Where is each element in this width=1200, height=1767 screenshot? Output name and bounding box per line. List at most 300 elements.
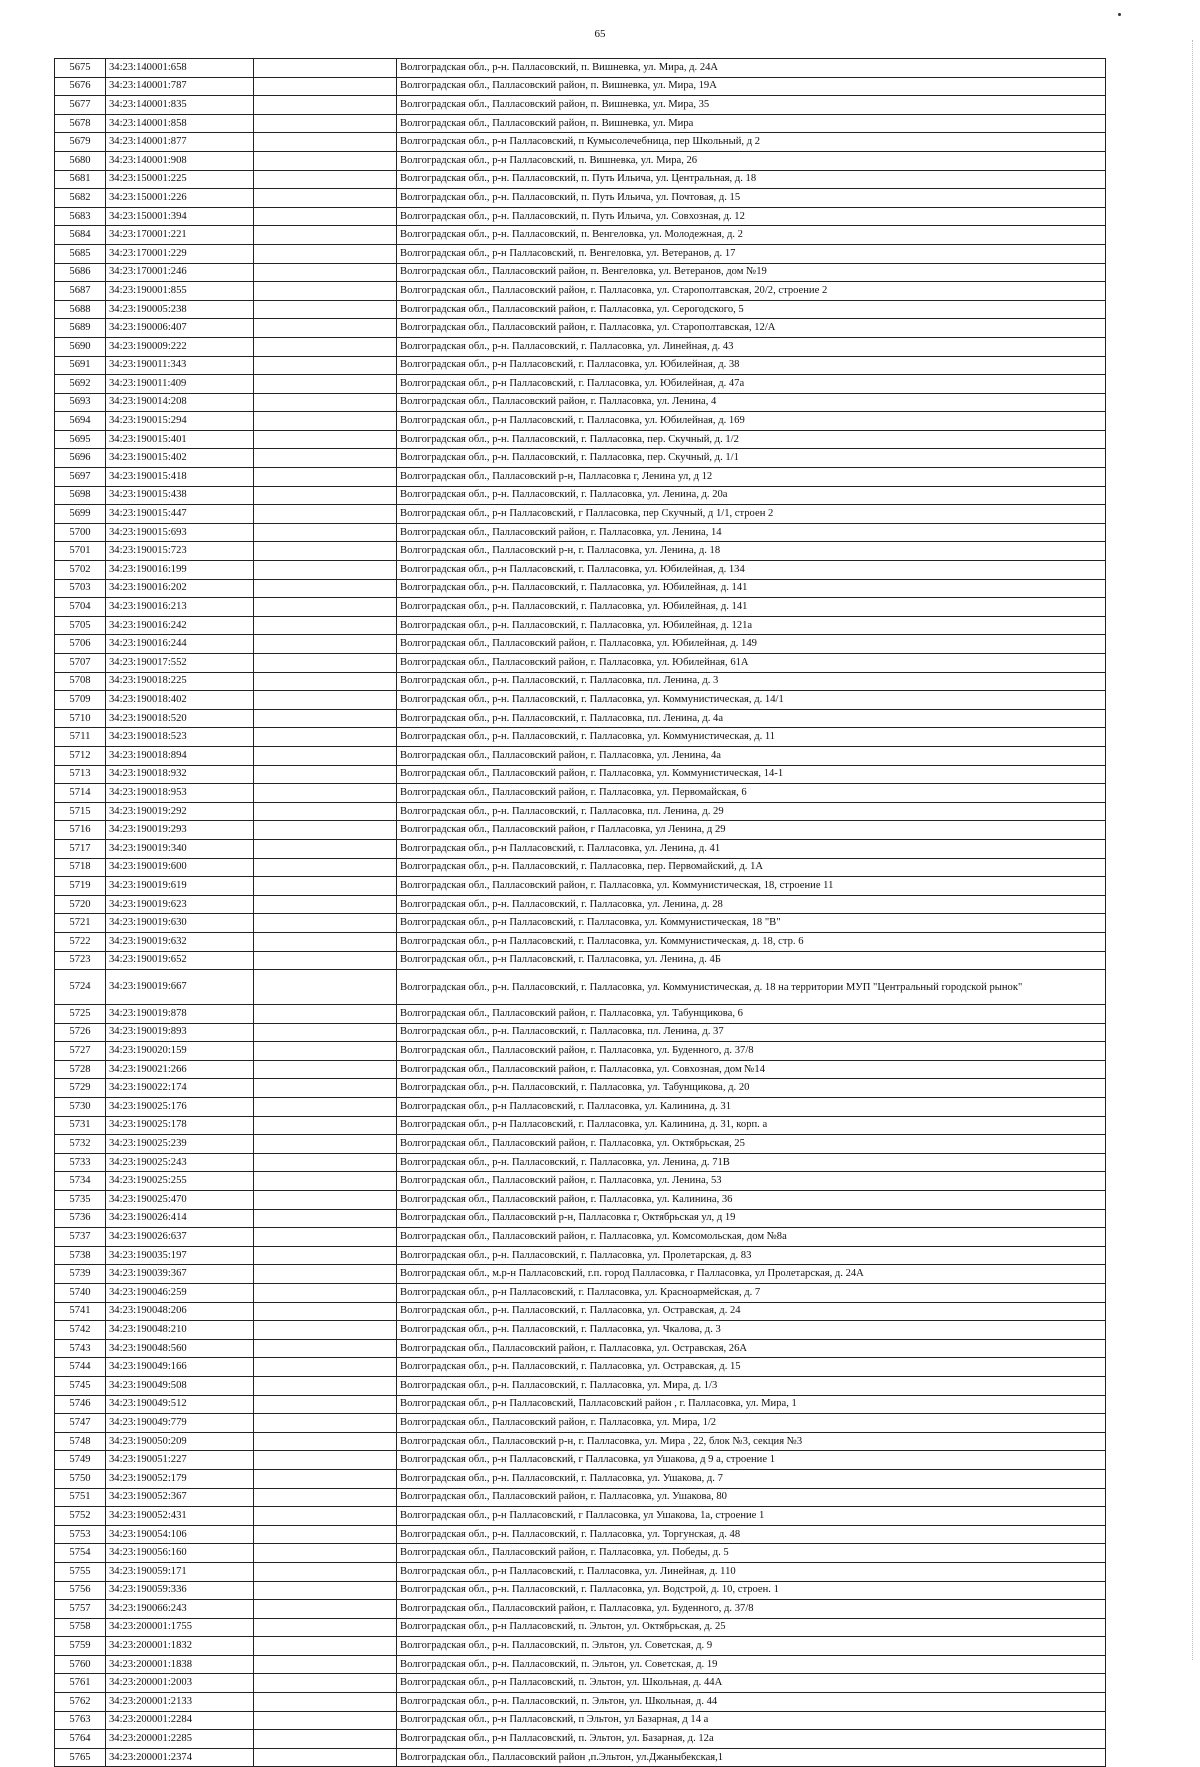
row-number: 5691 xyxy=(55,356,106,375)
row-number: 5711 xyxy=(55,728,106,747)
row-number: 5747 xyxy=(55,1414,106,1433)
cadastral-number: 34:23:190001:855 xyxy=(106,282,254,301)
empty-cell xyxy=(254,77,397,96)
address: Волгоградская обл., р-н. Палласовский, г. Палласовка, ул. Табунщикова, д. 20 xyxy=(397,1079,1106,1098)
cadastral-number: 34:23:190021:266 xyxy=(106,1060,254,1079)
row-number: 5763 xyxy=(55,1711,106,1730)
empty-cell xyxy=(254,1079,397,1098)
address: Волгоградская обл., Палласовский район, г. Палласовка, ул. Ленина, 4а xyxy=(397,746,1106,765)
row-number: 5731 xyxy=(55,1116,106,1135)
row-number: 5730 xyxy=(55,1098,106,1117)
table-row xyxy=(55,207,1106,226)
table-row xyxy=(55,1339,1106,1358)
empty-cell xyxy=(254,1600,397,1619)
table-row xyxy=(55,1023,1106,1042)
table-row xyxy=(55,1060,1106,1079)
cadastral-number: 34:23:140001:787 xyxy=(106,77,254,96)
cadastral-number: 34:23:200001:2374 xyxy=(106,1748,254,1767)
address: Волгоградская обл., Палласовский район, г. Палласовка, ул. Коммунистическая, 18, строение 11 xyxy=(397,877,1106,896)
table-row xyxy=(55,1488,1106,1507)
empty-cell xyxy=(254,505,397,524)
address: Волгоградская обл., Палласовский район, г. Палласовка, ул. Комсомольская, дом №8а xyxy=(397,1228,1106,1247)
empty-cell xyxy=(254,932,397,951)
row-number: 5679 xyxy=(55,133,106,152)
address: Волгоградская обл., р-н. Палласовский, г. Палласовка, ул. Остравская, д. 24 xyxy=(397,1302,1106,1321)
row-number: 5676 xyxy=(55,77,106,96)
cadastral-number: 34:23:200001:2284 xyxy=(106,1711,254,1730)
row-number: 5742 xyxy=(55,1321,106,1340)
table-row xyxy=(55,170,1106,189)
row-number: 5721 xyxy=(55,914,106,933)
address: Волгоградская обл., р-н. Палласовский, г. Палласовка, ул. Остравская, д. 15 xyxy=(397,1358,1106,1377)
empty-cell xyxy=(254,598,397,617)
address: Волгоградская обл., Палласовский район, г. Палласовка, ул. Серогодского, 5 xyxy=(397,300,1106,319)
address: Волгоградская обл., р-н. Палласовский, п. Вишневка, ул. Мира, д. 24А xyxy=(397,59,1106,78)
cadastral-number: 34:23:190048:210 xyxy=(106,1321,254,1340)
table-row xyxy=(55,877,1106,896)
cadastral-number: 34:23:190019:600 xyxy=(106,858,254,877)
cadastral-number: 34:23:190018:932 xyxy=(106,765,254,784)
table-row xyxy=(55,1637,1106,1656)
row-number: 5713 xyxy=(55,765,106,784)
table-row xyxy=(55,1748,1106,1767)
cadastral-number: 34:23:190025:176 xyxy=(106,1098,254,1117)
empty-cell xyxy=(254,282,397,301)
empty-cell xyxy=(254,263,397,282)
row-number: 5737 xyxy=(55,1228,106,1247)
empty-cell xyxy=(254,1191,397,1210)
address: Волгоградская обл., р-н. Палласовский, г. Палласовка, ул. Ленина, д. 20а xyxy=(397,486,1106,505)
address: Волгоградская обл., Палласовский район, п. Венгеловка, ул. Ветеранов, дом №19 xyxy=(397,263,1106,282)
row-number: 5692 xyxy=(55,375,106,394)
cadastral-number: 34:23:190011:343 xyxy=(106,356,254,375)
row-number: 5709 xyxy=(55,691,106,710)
table-row xyxy=(55,616,1106,635)
empty-cell xyxy=(254,1135,397,1154)
address: Волгоградская обл., р-н. Палласовский, п. Путь Ильича, ул. Почтовая, д. 15 xyxy=(397,189,1106,208)
property-table xyxy=(54,58,1106,1767)
empty-cell xyxy=(254,1246,397,1265)
row-number: 5726 xyxy=(55,1023,106,1042)
scan-edge xyxy=(1192,40,1194,1660)
table-row xyxy=(55,709,1106,728)
cadastral-number: 34:23:190046:259 xyxy=(106,1284,254,1303)
cadastral-number: 34:23:200001:2003 xyxy=(106,1674,254,1693)
address: Волгоградская обл., р-н. Палласовский, г. Палласовка, ул. Водстрой, д. 10, строен. 1 xyxy=(397,1581,1106,1600)
address: Волгоградская обл., р-н. Палласовский, г. Палласовка, пл. Ленина, д. 29 xyxy=(397,802,1106,821)
empty-cell xyxy=(254,114,397,133)
empty-cell xyxy=(254,1711,397,1730)
cadastral-number: 34:23:150001:226 xyxy=(106,189,254,208)
cadastral-number: 34:23:190022:174 xyxy=(106,1079,254,1098)
empty-cell xyxy=(254,59,397,78)
empty-cell xyxy=(254,226,397,245)
row-number: 5700 xyxy=(55,523,106,542)
row-number: 5697 xyxy=(55,468,106,487)
address: Волгоградская обл., р-н. Палласовский, п. Венгеловка, ул. Молодежная, д. 2 xyxy=(397,226,1106,245)
empty-cell xyxy=(254,802,397,821)
address: Волгоградская обл., р-н Палласовский, г. Палласовка, ул. Коммунистическая, д. 18, стр. 6 xyxy=(397,932,1106,951)
row-number: 5686 xyxy=(55,263,106,282)
address: Волгоградская обл., р-н. Палласовский, г. Палласовка, пер. Скучный, д. 1/1 xyxy=(397,449,1106,468)
empty-cell xyxy=(254,1488,397,1507)
address: Волгоградская обл., р-н. Палласовский, г. Палласовка, ул. Коммунистическая, д. 18 на территории МУП "Центральный городской рынок" xyxy=(397,970,1106,1005)
row-number: 5734 xyxy=(55,1172,106,1191)
address: Волгоградская обл., Палласовский район, г. Палласовка, ул. Табунщикова, 6 xyxy=(397,1005,1106,1024)
address: Волгоградская обл., р-н Палласовский, г. Палласовка, ул. Коммунистическая, 18 "В" xyxy=(397,914,1106,933)
cadastral-number: 34:23:190019:619 xyxy=(106,877,254,896)
address: Волгоградская обл., Палласовский район, г. Палласовка, ул. Калинина, 36 xyxy=(397,1191,1106,1210)
empty-cell xyxy=(254,96,397,115)
address: Волгоградская обл., р-н. Палласовский, г. Палласовка, ул. Коммунистическая, д. 14/1 xyxy=(397,691,1106,710)
cadastral-number: 34:23:190019:623 xyxy=(106,895,254,914)
row-number: 5765 xyxy=(55,1748,106,1767)
row-number: 5694 xyxy=(55,412,106,431)
table-row xyxy=(55,932,1106,951)
row-number: 5725 xyxy=(55,1005,106,1024)
cadastral-number: 34:23:190025:470 xyxy=(106,1191,254,1210)
empty-cell xyxy=(254,765,397,784)
address: Волгоградская обл., р-н. Палласовский, г. Палласовка, ул. Линейная, д. 43 xyxy=(397,337,1106,356)
cadastral-number: 34:23:150001:225 xyxy=(106,170,254,189)
table-row xyxy=(55,561,1106,580)
cadastral-number: 34:23:190019:292 xyxy=(106,802,254,821)
empty-cell xyxy=(254,1618,397,1637)
cadastral-number: 34:23:190018:402 xyxy=(106,691,254,710)
empty-cell xyxy=(254,170,397,189)
address: Волгоградская обл., р-н. Палласовский, п. Эльтон, ул. Советская, д. 19 xyxy=(397,1655,1106,1674)
row-number: 5723 xyxy=(55,951,106,970)
row-number: 5746 xyxy=(55,1395,106,1414)
table-row xyxy=(55,356,1106,375)
table-row xyxy=(55,1005,1106,1024)
table-row xyxy=(55,449,1106,468)
cadastral-number: 34:23:190066:243 xyxy=(106,1600,254,1619)
address: Волгоградская обл., р-н. Палласовский, г. Палласовка, ул. Юбилейная, д. 141 xyxy=(397,579,1106,598)
table-row xyxy=(55,1321,1106,1340)
table-row xyxy=(55,393,1106,412)
row-number: 5702 xyxy=(55,561,106,580)
cadastral-number: 34:23:190019:632 xyxy=(106,932,254,951)
address: Волгоградская обл., р-н. Палласовский, г. Палласовка, ул. Юбилейная, д. 141 xyxy=(397,598,1106,617)
cadastral-number: 34:23:170001:221 xyxy=(106,226,254,245)
row-number: 5735 xyxy=(55,1191,106,1210)
table-row xyxy=(55,505,1106,524)
table-row xyxy=(55,542,1106,561)
table-row xyxy=(55,1246,1106,1265)
address: Волгоградская обл., р-н Палласовский, г. Палласовка, ул. Юбилейная, д. 134 xyxy=(397,561,1106,580)
table-row xyxy=(55,337,1106,356)
empty-cell xyxy=(254,728,397,747)
table-row xyxy=(55,486,1106,505)
table-row xyxy=(55,430,1106,449)
empty-cell xyxy=(254,1730,397,1749)
page-number: 65 xyxy=(594,28,606,40)
empty-cell xyxy=(254,1265,397,1284)
table-row xyxy=(55,970,1106,1005)
address: Волгоградская обл., Палласовский район, п. Вишневка, ул. Мира, 35 xyxy=(397,96,1106,115)
address: Волгоградская обл., Палласовский р-н, Палласовка г, Октябрьская ул, д 19 xyxy=(397,1209,1106,1228)
address: Волгоградская обл., р-н Палласовский, г. Палласовка, ул. Юбилейная, д. 169 xyxy=(397,412,1106,431)
address: Волгоградская обл., р-н Палласовский, п. Венгеловка, ул. Ветеранов, д. 17 xyxy=(397,244,1106,263)
row-number: 5690 xyxy=(55,337,106,356)
table-row xyxy=(55,1079,1106,1098)
empty-cell xyxy=(254,1228,397,1247)
cadastral-number: 34:23:190015:418 xyxy=(106,468,254,487)
address: Волгоградская обл., р-н Палласовский, г. Палласовка, ул. Красноармейская, д. 7 xyxy=(397,1284,1106,1303)
address: Волгоградская обл., Палласовский район, п. Вишневка, ул. Мира, 19А xyxy=(397,77,1106,96)
address: Волгоградская обл., Палласовский район, п. Вишневка, ул. Мира xyxy=(397,114,1106,133)
cadastral-number: 34:23:190050:209 xyxy=(106,1432,254,1451)
row-number: 5683 xyxy=(55,207,106,226)
row-number: 5762 xyxy=(55,1693,106,1712)
row-number: 5718 xyxy=(55,858,106,877)
cadastral-number: 34:23:190048:560 xyxy=(106,1339,254,1358)
address: Волгоградская обл., р-н Палласовский, г. Палласовка, ул. Ленина, д. 4Б xyxy=(397,951,1106,970)
empty-cell xyxy=(254,709,397,728)
address: Волгоградская обл., р-н Палласовский, г Палласовка, ул Ушакова, 1а, строение 1 xyxy=(397,1507,1106,1526)
cadastral-number: 34:23:190016:242 xyxy=(106,616,254,635)
row-number: 5759 xyxy=(55,1637,106,1656)
cadastral-number: 34:23:190009:222 xyxy=(106,337,254,356)
row-number: 5680 xyxy=(55,151,106,170)
cadastral-number: 34:23:190018:523 xyxy=(106,728,254,747)
table-row xyxy=(55,1544,1106,1563)
empty-cell xyxy=(254,1507,397,1526)
row-number: 5678 xyxy=(55,114,106,133)
table-row xyxy=(55,244,1106,263)
cadastral-number: 34:23:190006:407 xyxy=(106,319,254,338)
empty-cell xyxy=(254,1451,397,1470)
row-number: 5698 xyxy=(55,486,106,505)
cadastral-number: 34:23:190026:414 xyxy=(106,1209,254,1228)
address: Волгоградская обл., р-н Палласовский, г. Палласовка, ул. Юбилейная, д. 38 xyxy=(397,356,1106,375)
address: Волгоградская обл., р-н. Палласовский, г. Палласовка, ул. Торгунская, д. 48 xyxy=(397,1525,1106,1544)
cadastral-number: 34:23:190015:438 xyxy=(106,486,254,505)
address: Волгоградская обл., р-н. Палласовский, г. Палласовка, ул. Юбилейная, д. 121а xyxy=(397,616,1106,635)
cadastral-number: 34:23:190025:178 xyxy=(106,1116,254,1135)
cadastral-number: 34:23:190015:693 xyxy=(106,523,254,542)
table-row xyxy=(55,1562,1106,1581)
row-number: 5733 xyxy=(55,1153,106,1172)
cadastral-number: 34:23:190039:367 xyxy=(106,1265,254,1284)
row-number: 5707 xyxy=(55,654,106,673)
row-number: 5740 xyxy=(55,1284,106,1303)
table-row xyxy=(55,839,1106,858)
table-row xyxy=(55,1284,1106,1303)
cadastral-number: 34:23:190016:244 xyxy=(106,635,254,654)
table-row xyxy=(55,263,1106,282)
table-row xyxy=(55,1135,1106,1154)
address: Волгоградская обл., р-н. Палласовский, г. Палласовка, ул. Коммунистическая, д. 11 xyxy=(397,728,1106,747)
cadastral-number: 34:23:170001:229 xyxy=(106,244,254,263)
empty-cell xyxy=(254,1525,397,1544)
empty-cell xyxy=(254,1005,397,1024)
table-row xyxy=(55,1172,1106,1191)
cadastral-number: 34:23:200001:1832 xyxy=(106,1637,254,1656)
address: Волгоградская обл., р-н Палласовский, г. Палласовка, ул. Калинина, д. 31, корп. а xyxy=(397,1116,1106,1135)
empty-cell xyxy=(254,449,397,468)
row-number: 5756 xyxy=(55,1581,106,1600)
cadastral-number: 34:23:190056:160 xyxy=(106,1544,254,1563)
address: Волгоградская обл., р-н. Палласовский, г. Палласовка, пл. Ленина, д. 4а xyxy=(397,709,1106,728)
table-row xyxy=(55,635,1106,654)
table-row xyxy=(55,598,1106,617)
row-number: 5706 xyxy=(55,635,106,654)
empty-cell xyxy=(254,486,397,505)
row-number: 5724 xyxy=(55,970,106,1005)
row-number: 5717 xyxy=(55,839,106,858)
empty-cell xyxy=(254,951,397,970)
table-row xyxy=(55,1655,1106,1674)
row-number: 5744 xyxy=(55,1358,106,1377)
cadastral-number: 34:23:190016:202 xyxy=(106,579,254,598)
cadastral-number: 34:23:190054:106 xyxy=(106,1525,254,1544)
table-row xyxy=(55,1042,1106,1061)
address: Волгоградская обл., Палласовский район, г. Палласовка, ул. Юбилейная, 61А xyxy=(397,654,1106,673)
table-row xyxy=(55,691,1106,710)
table-row xyxy=(55,1414,1106,1433)
empty-cell xyxy=(254,616,397,635)
cadastral-number: 34:23:200001:1838 xyxy=(106,1655,254,1674)
empty-cell xyxy=(254,1674,397,1693)
address: Волгоградская обл., Палласовский район ,п.Эльтон, ул.Джаныбекская,1 xyxy=(397,1748,1106,1767)
table-row xyxy=(55,765,1106,784)
table-row xyxy=(55,1228,1106,1247)
address: Волгоградская обл., р-н Палласовский, г. Палласовка, ул. Калинина, д. 31 xyxy=(397,1098,1106,1117)
table-row xyxy=(55,1451,1106,1470)
table-row xyxy=(55,96,1106,115)
address: Волгоградская обл., р-н. Палласовский, п. Путь Ильича, ул. Центральная, д. 18 xyxy=(397,170,1106,189)
row-number: 5757 xyxy=(55,1600,106,1619)
table-row xyxy=(55,1358,1106,1377)
address: Волгоградская обл., р-н Палласовский, п. Эльтон, ул. Базарная, д. 12а xyxy=(397,1730,1106,1749)
cadastral-number: 34:23:190025:243 xyxy=(106,1153,254,1172)
row-number: 5695 xyxy=(55,430,106,449)
row-number: 5689 xyxy=(55,319,106,338)
table-row xyxy=(55,951,1106,970)
row-number: 5681 xyxy=(55,170,106,189)
address: Волгоградская обл., Палласовский район, г. Палласовка, ул. Первомайская, 6 xyxy=(397,784,1106,803)
cadastral-number: 34:23:190051:227 xyxy=(106,1451,254,1470)
address: Волгоградская обл., р-н Палласовский, п. Эльтон, ул. Октябрьская, д. 25 xyxy=(397,1618,1106,1637)
address: Волгоградская обл., р-н. Палласовский, г. Палласовка, ул. Ленина, д. 28 xyxy=(397,895,1106,914)
address: Волгоградская обл., р-н Палласовский, г Палласовка, пер Скучный, д 1/1, строен 2 xyxy=(397,505,1106,524)
table-row xyxy=(55,375,1106,394)
empty-cell xyxy=(254,189,397,208)
row-number: 5752 xyxy=(55,1507,106,1526)
empty-cell xyxy=(254,672,397,691)
cadastral-number: 34:23:200001:2133 xyxy=(106,1693,254,1712)
address: Волгоградская обл., Палласовский район, г. Палласовка, ул. Старополтавская, 12/А xyxy=(397,319,1106,338)
cadastral-number: 34:23:140001:835 xyxy=(106,96,254,115)
cadastral-number: 34:23:190025:239 xyxy=(106,1135,254,1154)
empty-cell xyxy=(254,542,397,561)
row-number: 5764 xyxy=(55,1730,106,1749)
cadastral-number: 34:23:190015:447 xyxy=(106,505,254,524)
empty-cell xyxy=(254,691,397,710)
cadastral-number: 34:23:170001:246 xyxy=(106,263,254,282)
address: Волгоградская обл., Палласовский р-н, г. Палласовка, ул. Ленина, д. 18 xyxy=(397,542,1106,561)
cadastral-number: 34:23:190019:293 xyxy=(106,821,254,840)
address: Волгоградская обл., р-н. Палласовский, г. Палласовка, пл. Ленина, д. 3 xyxy=(397,672,1106,691)
cadastral-number: 34:23:190015:401 xyxy=(106,430,254,449)
empty-cell xyxy=(254,1116,397,1135)
table-row xyxy=(55,1693,1106,1712)
cadastral-number: 34:23:190059:336 xyxy=(106,1581,254,1600)
empty-cell xyxy=(254,1098,397,1117)
cadastral-number: 34:23:190019:667 xyxy=(106,970,254,1005)
cadastral-number: 34:23:190049:512 xyxy=(106,1395,254,1414)
table-row xyxy=(55,1674,1106,1693)
empty-cell xyxy=(254,207,397,226)
table-row xyxy=(55,114,1106,133)
address: Волгоградская обл., р-н Палласовский, п Кумысолечебница, пер Школьный, д 2 xyxy=(397,133,1106,152)
row-number: 5751 xyxy=(55,1488,106,1507)
table-row xyxy=(55,746,1106,765)
table-row xyxy=(55,412,1106,431)
table-row xyxy=(55,728,1106,747)
empty-cell xyxy=(254,1432,397,1451)
empty-cell xyxy=(254,1748,397,1767)
empty-cell xyxy=(254,1284,397,1303)
cadastral-number: 34:23:190035:197 xyxy=(106,1246,254,1265)
cadastral-number: 34:23:190005:238 xyxy=(106,300,254,319)
row-number: 5729 xyxy=(55,1079,106,1098)
address: Волгоградская обл., Палласовский район, г. Палласовка, ул. Юбилейная, д. 149 xyxy=(397,635,1106,654)
table-row xyxy=(55,1302,1106,1321)
cadastral-number: 34:23:190015:402 xyxy=(106,449,254,468)
cadastral-number: 34:23:190018:894 xyxy=(106,746,254,765)
empty-cell xyxy=(254,393,397,412)
empty-cell xyxy=(254,1209,397,1228)
table-row xyxy=(55,59,1106,78)
row-number: 5749 xyxy=(55,1451,106,1470)
cadastral-number: 34:23:190018:225 xyxy=(106,672,254,691)
empty-cell xyxy=(254,839,397,858)
table-row xyxy=(55,189,1106,208)
row-number: 5675 xyxy=(55,59,106,78)
row-number: 5703 xyxy=(55,579,106,598)
table-row xyxy=(55,1618,1106,1637)
address: Волгоградская обл., Палласовский район, г. Палласовка, ул. Победы, д. 5 xyxy=(397,1544,1106,1563)
address: Волгоградская обл., р-н. Палласовский, г. Палласовка, пер. Скучный, д. 1/2 xyxy=(397,430,1106,449)
cadastral-number: 34:23:150001:394 xyxy=(106,207,254,226)
empty-cell xyxy=(254,579,397,598)
row-number: 5708 xyxy=(55,672,106,691)
cadastral-number: 34:23:140001:908 xyxy=(106,151,254,170)
address: Волгоградская обл., р-н. Палласовский, г. Палласовка, ул. Пролетарская, д. 83 xyxy=(397,1246,1106,1265)
address: Волгоградская обл., Палласовский район, г. Палласовка, ул. Буденного, д. 37/8 xyxy=(397,1042,1106,1061)
row-number: 5685 xyxy=(55,244,106,263)
cadastral-number: 34:23:140001:877 xyxy=(106,133,254,152)
table-row xyxy=(55,282,1106,301)
empty-cell xyxy=(254,1469,397,1488)
cadastral-number: 34:23:190016:199 xyxy=(106,561,254,580)
table-row xyxy=(55,468,1106,487)
address: Волгоградская обл., р-н Палласовский, п. Вишневка, ул. Мира, 26 xyxy=(397,151,1106,170)
empty-cell xyxy=(254,375,397,394)
address: Волгоградская обл., Палласовский район, г. Палласовка, ул. Ушакова, 80 xyxy=(397,1488,1106,1507)
table-row xyxy=(55,77,1106,96)
row-number: 5716 xyxy=(55,821,106,840)
empty-cell xyxy=(254,1302,397,1321)
empty-cell xyxy=(254,877,397,896)
row-number: 5704 xyxy=(55,598,106,617)
address: Волгоградская обл., р-н. Палласовский, г. Палласовка, пер. Первомайский, д. 1А xyxy=(397,858,1106,877)
cadastral-number: 34:23:190018:953 xyxy=(106,784,254,803)
row-number: 5755 xyxy=(55,1562,106,1581)
